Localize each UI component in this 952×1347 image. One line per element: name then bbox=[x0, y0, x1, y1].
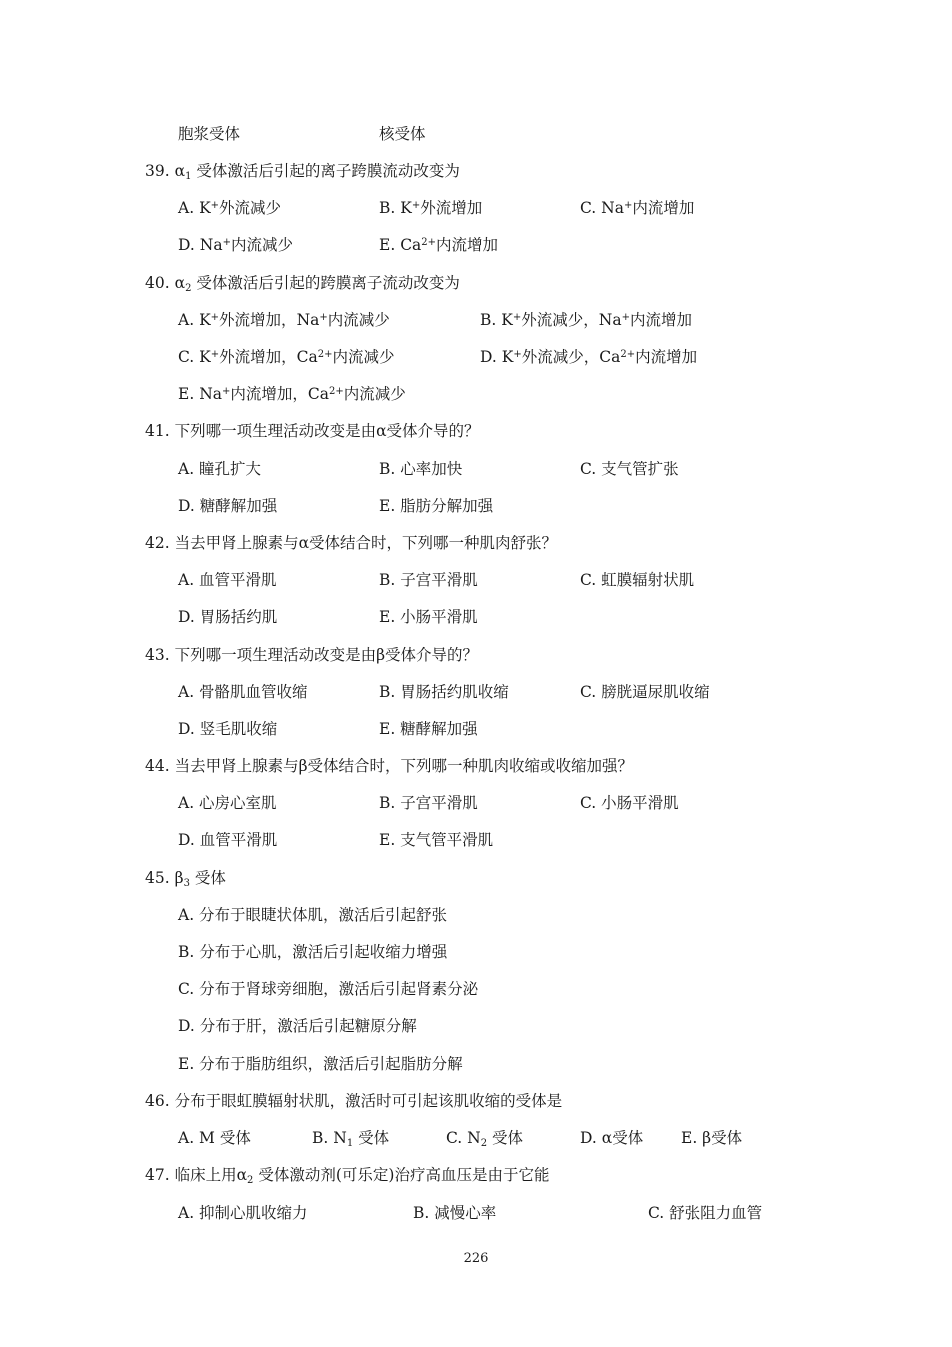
q44-option-c: C. 小肠平滑肌 bbox=[580, 794, 679, 812]
q40-option-d: D. K+外流减少，$Ca^{2+}$内流增加 bbox=[480, 348, 698, 366]
q47-option-c: C. 舒张阻力血管 bbox=[648, 1204, 763, 1222]
q39-option-a: A. K+外流减少 bbox=[178, 199, 282, 217]
q45-symbol: β bbox=[174, 869, 184, 887]
q40-symbol: α bbox=[174, 274, 186, 292]
q40-option-e: E. Na+内流增加，$Ca^{2+}$内流减少 bbox=[178, 385, 406, 403]
q46-option-e: E. β受体 bbox=[681, 1129, 743, 1147]
q40-stem bbox=[145, 273, 460, 293]
q43-option-c: C. 膀胱逼尿肌收缩 bbox=[580, 683, 710, 701]
q42-stem: 42. 当去甲肾上腺素与α受体结合时，下列哪一种肌肉舒张？ bbox=[145, 534, 558, 552]
page-number: 226 bbox=[463, 1251, 489, 1266]
q40-text: 受体激活后引起的跨膜离子流动改变为 bbox=[196, 274, 460, 292]
q41-option-c: C. 支气管扩张 bbox=[580, 460, 679, 478]
q38-option-e: 核受体 bbox=[379, 125, 426, 143]
q39-option-c: C. Na+内流增加 bbox=[580, 199, 695, 217]
q41-option-a: A. 瞳孔扩大 bbox=[178, 460, 262, 478]
q45-option-a: A. 分布于眼睫状体肌，激活后引起舒张 bbox=[178, 906, 448, 924]
q42-option-e: E. 小肠平滑肌 bbox=[379, 608, 478, 626]
q39-symbol: α bbox=[174, 162, 186, 180]
q44-option-a: A. 心房心室肌 bbox=[178, 794, 277, 812]
q39-option-e: E. $Ca^{2+}$内流增加 bbox=[379, 236, 499, 254]
q39-text: 受体激活后引起的离子跨膜流动改变为 bbox=[196, 162, 460, 180]
q43-stem: 43. 下列哪一项生理活动改变是由β受体介导的？ bbox=[145, 646, 479, 664]
q46-option-b: B. $N_1$ 受体 bbox=[312, 1129, 390, 1149]
q47-subscript: 2 bbox=[247, 1175, 254, 1186]
q47-option-b: B. 减慢心率 bbox=[413, 1204, 497, 1222]
q44-option-b: B. 子宫平滑肌 bbox=[379, 794, 478, 812]
q41-option-b: B. 心率加快 bbox=[379, 460, 463, 478]
q46-option-a: A. M 受体 bbox=[178, 1129, 251, 1147]
q40-option-b: B. K+外流减少，Na+内流增加 bbox=[480, 311, 692, 329]
q47-text-post: 受体激动剂(可乐定)治疗高血压是由于它能 bbox=[258, 1166, 550, 1184]
q41-option-e: E. 脂肪分解加强 bbox=[379, 497, 494, 515]
q40-option-c: C. K+外流增加，$Ca^{2+}$内流减少 bbox=[178, 348, 395, 366]
q40-number: 40. bbox=[145, 274, 170, 292]
q43-option-d: D. 竖毛肌收缩 bbox=[178, 720, 278, 738]
q45-number: 45. bbox=[145, 869, 170, 887]
q39-option-d: D. Na+内流减少 bbox=[178, 236, 293, 254]
q41-option-d: D. 糖酵解加强 bbox=[178, 497, 278, 515]
q43-option-e: E. 糖酵解加强 bbox=[379, 720, 478, 738]
q43-option-b: B. 胃肠括约肌收缩 bbox=[379, 683, 509, 701]
q41-stem: 41. 下列哪一项生理活动改变是由α受体介导的？ bbox=[145, 422, 480, 440]
q38-option-d: 胞浆受体 bbox=[178, 125, 241, 143]
q45-subscript: 3 bbox=[183, 878, 190, 889]
q43-option-a: A. 骨骼肌血管收缩 bbox=[178, 683, 308, 701]
q47-option-a: A. 抑制心肌收缩力 bbox=[178, 1204, 308, 1222]
q47-stem bbox=[145, 1165, 549, 1185]
q42-option-a: A. 血管平滑肌 bbox=[178, 571, 277, 589]
q44-stem: 44. 当去甲肾上腺素与β受体结合时，下列哪一种肌肉收缩或收缩加强？ bbox=[145, 757, 634, 775]
q39-number: 39. bbox=[145, 162, 170, 180]
q40-subscript: 2 bbox=[185, 283, 192, 294]
q46-option-d: D. α受体 bbox=[580, 1129, 644, 1147]
q42-option-b: B. 子宫平滑肌 bbox=[379, 571, 478, 589]
q45-option-e: E. 分布于脂肪组织，激活后引起脂肪分解 bbox=[178, 1055, 463, 1073]
q42-option-d: D. 胃肠括约肌 bbox=[178, 608, 278, 626]
q47-text-pre: 47. 临床上用α bbox=[145, 1166, 248, 1184]
q44-option-e: E. 支气管平滑肌 bbox=[379, 831, 494, 849]
q45-option-c: C. 分布于肾球旁细胞，激活后引起肾素分泌 bbox=[178, 980, 479, 998]
q39-stem bbox=[145, 161, 460, 181]
q39-subscript: 1 bbox=[185, 171, 192, 182]
q46-option-c: C. $N_2$ 受体 bbox=[446, 1129, 524, 1149]
q42-option-c: C. 虹膜辐射状肌 bbox=[580, 571, 695, 589]
q45-option-d: D. 分布于肝，激活后引起糖原分解 bbox=[178, 1017, 417, 1035]
q39-option-b: B. K+外流增加 bbox=[379, 199, 483, 217]
q45-text: 受体 bbox=[194, 869, 226, 887]
q40-option-a: A. K+外流增加，Na+内流减少 bbox=[178, 311, 390, 329]
q46-stem: 46. 分布于眼虹膜辐射状肌，激活时可引起该肌收缩的受体是 bbox=[145, 1092, 563, 1110]
q45-option-b: B. 分布于心肌，激活后引起收缩力增强 bbox=[178, 943, 448, 961]
q44-option-d: D. 血管平滑肌 bbox=[178, 831, 278, 849]
q45-stem bbox=[145, 868, 226, 888]
